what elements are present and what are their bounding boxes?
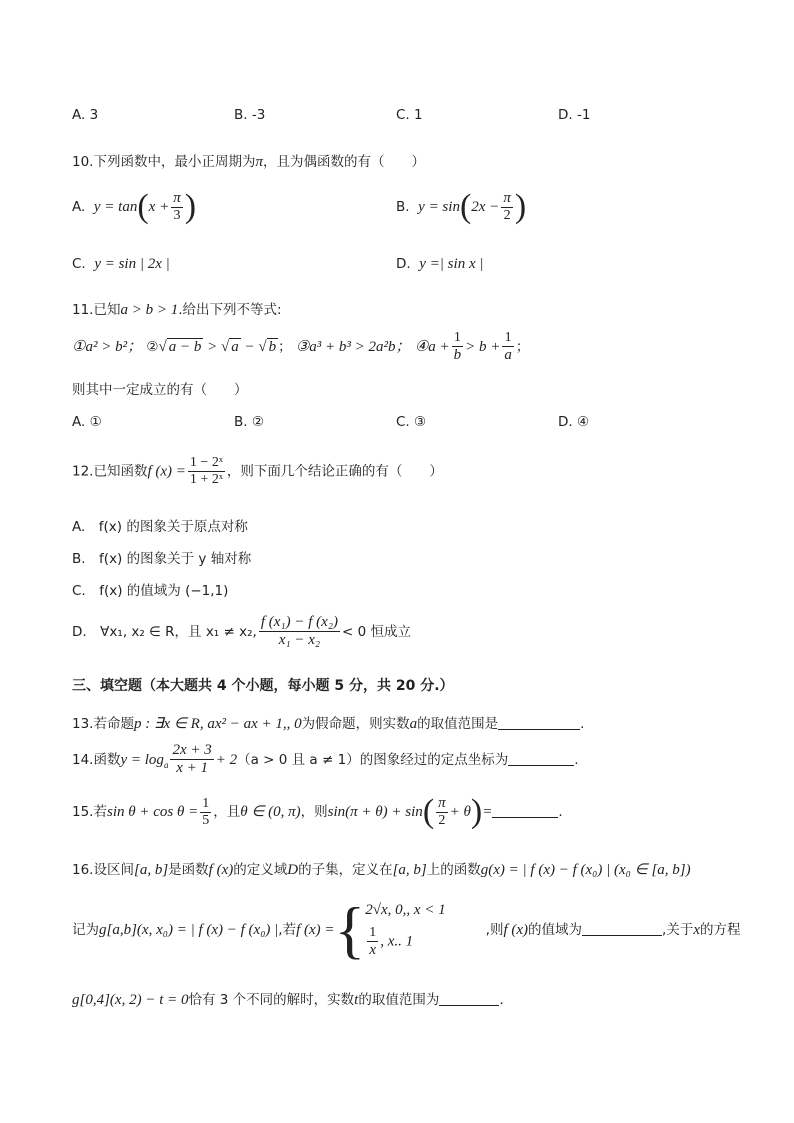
q15: 15.若sin θ + cos θ = $\frac{1}{5}$ ，且θ ∈ (0, π)，则sin(π + θ) + sin( $\frac{\pi}{2}$ + θ)= . <box>72 793 563 831</box>
q16-line1: 16.设区间[a, b]是函数f (x)的定义域D的子集，定义在[a, b]上的函数g(x) = | f (x) − f (x₀) | (x₀ ∈ [a, b]) <box>72 862 691 878</box>
q9-option-d: D. -1 <box>558 107 591 123</box>
q12-option-c: C. f(x) 的值域为 (−1,1) <box>72 583 229 599</box>
q16-t-range-blank <box>439 1005 499 1006</box>
q11-option-d: D. ④ <box>558 414 590 430</box>
q11-option-c: C. ③ <box>396 414 427 430</box>
q14-answer-blank <box>508 765 574 766</box>
q9-option-a: A. 3 <box>72 107 99 123</box>
q10-option-d: D. y =| sin x | <box>396 256 484 272</box>
q12-stem: 12.已知函数f (x) = $\frac{\text{1 − 2ˣ}}{\text{1 + 2ˣ}}$ ，则下面几个结论正确的有（ ） <box>72 455 443 488</box>
q10-option-a: A. y = tan(x + $\frac{\pi}{3}$ ) <box>72 188 197 226</box>
q10-option-c: C. y = sin | 2x | <box>72 256 170 272</box>
q11-inequalities: ①a² > b²； ②√ a − b > √ a − √ b ； ③a³ + b³ > 2a²b； ④a + $\frac{1}{b}$ > b + $\frac{1}{a}$ ； <box>72 330 530 364</box>
q13-answer-blank <box>498 729 580 730</box>
q9-option-c: C. 1 <box>396 107 423 123</box>
q15-answer-blank <box>492 817 558 818</box>
q12-option-b: B. f(x) 的图象关于 y 轴对称 <box>72 551 252 567</box>
q13: 13.若命题p : ∃x ∈ R, ax² − ax + 1,, 0为假命题，则实数a的取值范围是 . <box>72 716 585 732</box>
q10-stem: 10.下列函数中，最小正周期为π，且为偶函数的有（ ） <box>72 154 425 170</box>
q16-line2: 记为g[a,b](x, x₀) = | f (x) − f (x₀) |,若f (x) ={ 2√x, 0,, x < 1 $\frac{1}{x}$ , x.. 1 ,则f (x)的值域为 ,关于x的方程 <box>72 894 741 965</box>
q12-option-a: A. f(x) 的图象关于原点对称 <box>72 519 248 535</box>
q11-stem: 11.已知a > b > 1.给出下列不等式: <box>72 302 282 318</box>
q11-option-a: A. ① <box>72 414 102 430</box>
q16-line3: g[0,4](x, 2) − t = 0恰有 3 个不同的解时，实数t的取值范围为 . <box>72 992 504 1008</box>
q16-range-blank <box>582 935 662 936</box>
q11-option-b: B. ② <box>234 414 264 430</box>
section-fill-in-heading: 三、填空题（本大题共 4 个小题，每小题 5 分，共 20 分.） <box>72 678 454 694</box>
q10-option-b: B. y = sin(2x − $\frac{\pi}{2}$ ) <box>396 188 527 226</box>
q14: 14.函数$y = \log_a$ $\frac{2x + 3}{x + 1}$ + 2（a > 0 且 a ≠ 1）的图象经过的定点坐标为 . <box>72 742 579 777</box>
q9-option-b: B. -3 <box>234 107 266 123</box>
q12-option-d: D. ∀x₁, x₂ ∈ R，且 x₁ ≠ x₂, $\frac{\text{f (x₁) − f (x₂)}}{\text{x₁ − x₂}}$ < 0 恒成立 <box>72 614 411 649</box>
q11-question: 则其中一定成立的有（ ） <box>72 382 248 398</box>
